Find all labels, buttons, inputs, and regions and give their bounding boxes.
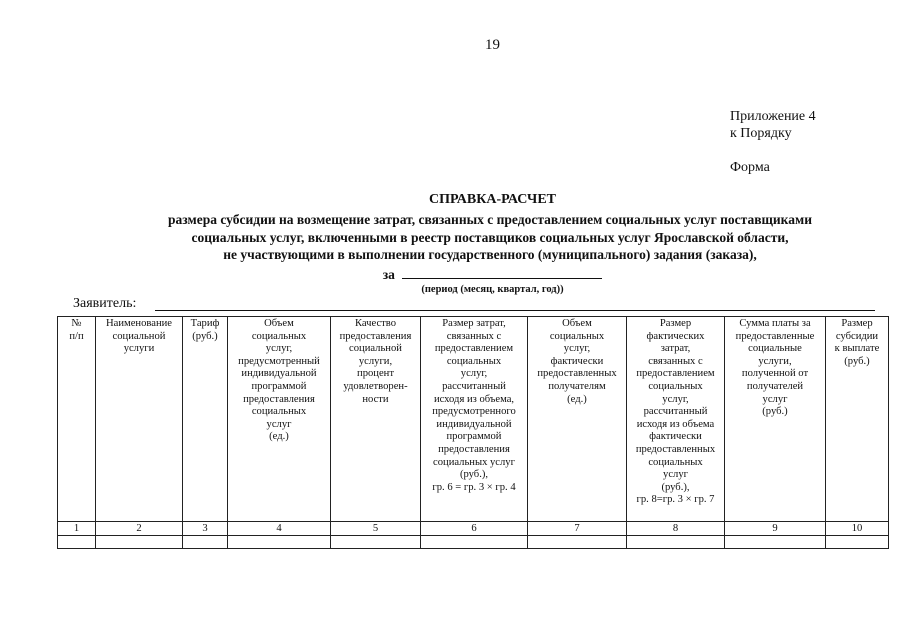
empty-input-cell[interactable] (627, 536, 725, 549)
column-number-cell: 8 (627, 522, 725, 536)
subtitle-line-2: социальных услуг, включенными в реестр поставщиков социальных услуг Ярославской области, (191, 229, 789, 245)
header-cell-line: связанных с (446, 330, 502, 342)
header-cell-line: предоставленных (537, 368, 617, 380)
appendix-line-1: Приложение 4 (730, 109, 816, 124)
header-cell-line: Объем (562, 318, 592, 329)
table-header-row (58, 317, 889, 522)
header-cell-line: связанных с (648, 355, 703, 367)
header-cell-line: (руб.), (661, 481, 690, 493)
header-cell-line: затрат, (660, 343, 691, 355)
column-number-cell: 2 (96, 522, 183, 536)
header-cell-line: (руб.) (192, 330, 218, 342)
header-cell-line: предоставлением (636, 368, 715, 380)
empty-input-cell[interactable] (528, 536, 627, 549)
header-cell-line: социальных услуг (433, 456, 515, 468)
empty-input-cell[interactable] (826, 536, 889, 549)
header-cell-line: рассчитанный (442, 380, 506, 392)
header-cell-line: Сумма платы за (739, 318, 811, 329)
header-cell-line: социальных (648, 456, 703, 468)
header-cell-line: (ед.) (567, 393, 587, 405)
header-cell-line: индивидуальной (436, 418, 512, 430)
header-cell-line: социальных (549, 330, 605, 342)
header-cell-line: исходя из объема (636, 418, 715, 430)
column-number-cell: 9 (725, 522, 826, 536)
header-cell-line: социальных (251, 406, 307, 418)
header-cell-line: социальной (349, 343, 402, 355)
header-cell-line: Размер (659, 318, 692, 329)
document-subtitle (60, 211, 905, 264)
header-cell-line: гр. 8=гр. 3 × гр. 7 (636, 494, 715, 506)
period-line (0, 265, 905, 283)
applicant-blank-field[interactable] (155, 310, 875, 311)
header-cell-col-8 (627, 317, 725, 522)
column-number-cell: 10 (826, 522, 889, 536)
header-cell-col-1 (58, 317, 96, 522)
header-cell-line: фактически (649, 431, 702, 443)
header-cell-line: предоставленные (735, 330, 815, 342)
header-cell-line: услуг, (662, 393, 689, 405)
period-blank-field[interactable] (402, 265, 602, 279)
header-cell-line: полученной от (741, 368, 809, 380)
header-cell-line: социальные (748, 343, 802, 355)
header-cell-line: удовлетворен- (343, 380, 408, 392)
header-cell-col-6 (421, 317, 528, 522)
header-cell-line: (руб.), (459, 469, 489, 481)
empty-input-cell[interactable] (96, 536, 183, 549)
header-cell-line: услуг (663, 469, 688, 481)
subtitle-line-1: размера субсидии на возмещение затрат, связанных с предоставлением социальных услуг поставщиками (168, 212, 812, 227)
period-prefix: за (382, 267, 395, 282)
header-cell-line: (руб.) (762, 406, 788, 418)
header-cell-line: социальной (112, 330, 166, 342)
header-cell-line: предоставлением (434, 343, 514, 355)
header-cell-col-7 (528, 317, 627, 522)
header-cell-line: гр. 6 = гр. 3 × гр. 4 (432, 481, 516, 493)
empty-input-cell[interactable] (58, 536, 96, 549)
column-number-cell: 4 (228, 522, 331, 536)
header-cell-line: исходя из объема, (433, 393, 515, 405)
header-cell-line: процент (357, 368, 394, 380)
column-number-cell: 5 (331, 522, 421, 536)
header-cell-line: предоставления (438, 443, 510, 455)
subtitle-line-3: не участвующими в выполнении государственного (муниципального) задания (заказа), (223, 247, 757, 262)
header-cell-col-3 (183, 317, 228, 522)
header-cell-line: услуг (266, 418, 292, 430)
appendix-line-2: к Порядку (730, 126, 792, 141)
header-cell-line: социальных (648, 380, 703, 392)
header-cell-line: услуг, (460, 368, 488, 380)
header-cell-line: (руб.) (844, 355, 870, 367)
column-number-cell: 3 (183, 522, 228, 536)
column-number-cell: 7 (528, 522, 627, 536)
header-cell-line: ности (362, 393, 389, 405)
header-cell-line: предоставления (339, 330, 412, 342)
header-cell-line: программой (251, 380, 307, 392)
header-cell-line: Размер затрат, (442, 318, 506, 329)
header-cell-line: субсидии (835, 330, 879, 342)
page-number: 19 (485, 37, 500, 53)
header-cell-col-9 (725, 317, 826, 522)
header-cell-line: услуг (762, 393, 788, 405)
header-cell-line: услуги, (758, 355, 792, 367)
table-empty-row (58, 536, 889, 549)
header-cell-line: Объем (264, 318, 294, 329)
header-cell-line: предусмотренный (238, 355, 320, 367)
header-cell-line: социальных (251, 330, 307, 342)
column-number-cell: 1 (58, 522, 96, 536)
header-cell-line: услуги (123, 343, 155, 355)
header-cell-line: получателям (548, 380, 606, 392)
header-cell-line: Наименование (106, 318, 172, 329)
column-numbers-row (58, 522, 889, 536)
column-number-cell: 6 (421, 522, 528, 536)
appendix-reference (730, 108, 816, 142)
header-cell-line: индивидуальной (241, 368, 317, 380)
header-cell-line: программой (446, 431, 502, 443)
empty-input-cell[interactable] (331, 536, 421, 549)
form-label: Форма (730, 160, 770, 175)
document-title: СПРАВКА-РАСЧЕТ (428, 192, 557, 207)
empty-input-cell[interactable] (725, 536, 826, 549)
period-hint: (период (месяц, квартал, год)) (421, 284, 564, 295)
header-cell-line: (ед.) (269, 431, 289, 443)
header-cell-col-2 (96, 317, 183, 522)
header-cell-line: услуг, (265, 343, 293, 355)
header-cell-line: Тариф (190, 318, 220, 329)
header-cell-line: № (71, 318, 82, 329)
header-cell-line: фактически (550, 355, 604, 367)
header-cell-line: социальных (446, 355, 502, 367)
applicant-label: Заявитель: (73, 296, 137, 311)
empty-input-cell[interactable] (183, 536, 228, 549)
header-cell-line: фактических (646, 330, 705, 342)
header-cell-line: услуг, (563, 343, 591, 355)
empty-input-cell[interactable] (421, 536, 528, 549)
calculation-table (57, 316, 889, 549)
header-cell-line: предоставленных (635, 443, 716, 455)
header-cell-line: услуги, (358, 355, 393, 367)
header-cell-line: Качество (354, 318, 397, 329)
header-cell-col-5 (331, 317, 421, 522)
header-cell-line: предоставления (243, 393, 315, 405)
header-cell-line: к выплате (834, 343, 880, 355)
header-cell-line: п/п (69, 330, 84, 342)
header-cell-line: рассчитанный (643, 406, 708, 418)
header-cell-line: Размер (841, 318, 873, 329)
header-cell-line: предусмотренного (432, 406, 516, 418)
header-cell-col-10 (826, 317, 889, 522)
header-cell-line: получателей (746, 380, 804, 392)
header-cell-col-4 (228, 317, 331, 522)
empty-input-cell[interactable] (228, 536, 331, 549)
